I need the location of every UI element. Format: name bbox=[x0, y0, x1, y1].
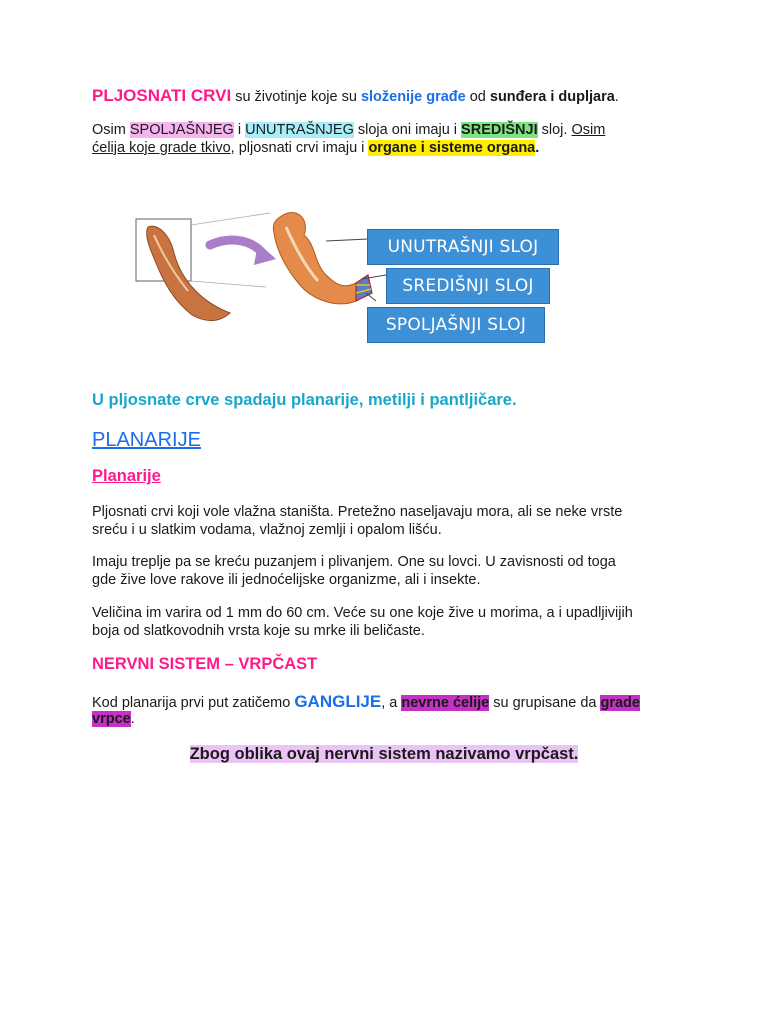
nervous-text: , a bbox=[381, 695, 402, 711]
middle-layer-term: SREDIŠNJI bbox=[461, 122, 538, 138]
layers-text: . bbox=[535, 140, 540, 156]
habitat-line1: Pljosnati crvi koji vole vlažna staništa. Pretežno naseljavaju mora, ali se neke vrste bbox=[92, 504, 623, 520]
size-line1: Veličina im varira od 1 mm do 60 cm. Veće su one koje žive u morima, a i upadljivijih bbox=[92, 605, 633, 621]
ganglia-term: GANGLIJE bbox=[294, 692, 382, 711]
inner-layer-term: UNUTRAŠNJEG bbox=[245, 122, 354, 138]
layers-text: , pljosnati crvi imaju i bbox=[230, 140, 369, 156]
layers-paragraph-line2 bbox=[92, 139, 539, 158]
intro-text: od bbox=[465, 89, 490, 105]
layers-underlined: Osim bbox=[571, 122, 606, 138]
size-line2: boja od slatkovodnih vrsta koje su mrke ili beličaste. bbox=[92, 623, 425, 639]
intro-text: . bbox=[614, 89, 619, 105]
section-heading: PLANARIJE bbox=[92, 429, 201, 451]
nervous-text: . bbox=[130, 711, 135, 727]
layers-text: Osim bbox=[92, 122, 130, 138]
conclusion-line bbox=[0, 745, 768, 764]
organs-term: organe i sisteme organa bbox=[368, 140, 536, 156]
nervous-text: Kod planarija prvi put zatičemo bbox=[92, 695, 295, 711]
cords-term-start: grade bbox=[600, 695, 640, 711]
intro-sponges: sunđera i dupljara bbox=[489, 89, 615, 105]
movement-line2: gde žive love rakove ili jednoćelijske organizme, ali i insekte. bbox=[92, 572, 481, 588]
nervous-line2 bbox=[92, 710, 135, 729]
middle-layer-label: SREDIŠNJI SLOJ bbox=[386, 268, 550, 304]
intro-text: su životinje koje su bbox=[231, 89, 361, 105]
cords-term-end: vrpce bbox=[92, 711, 131, 727]
outer-layer-label: SPOLJAŠNJI SLOJ bbox=[367, 307, 545, 343]
conclusion-text: Zbog oblika ovaj nervni sistem nazivamo vrpčast. bbox=[189, 745, 579, 763]
habitat-line2: sreću i u slatkim vodama, vlažnoj zemlji i opalom lišću. bbox=[92, 522, 442, 538]
intro-complex: složenije građe bbox=[360, 89, 466, 105]
flatworm-layers-figure bbox=[130, 205, 570, 365]
nervous-line1 bbox=[92, 692, 640, 713]
subheading: Planarije bbox=[92, 467, 161, 485]
inner-layer-label: UNUTRAŠNJI SLOJ bbox=[367, 229, 559, 265]
groups-statement: U pljosnate crve spadaju planarije, metilji i pantljičare. bbox=[92, 391, 517, 409]
layers-text: i bbox=[233, 122, 246, 138]
nervous-text: su grupisane da bbox=[489, 695, 601, 711]
layers-text: sloja oni imaju i bbox=[353, 122, 462, 138]
intro-title: PLJOSNATI CRVI bbox=[92, 86, 232, 105]
nervous-heading: NERVNI SISTEM – VRPČAST bbox=[92, 655, 318, 673]
intro-paragraph bbox=[92, 86, 619, 107]
nerve-cells-term: nevrne ćelije bbox=[401, 695, 490, 711]
layers-underlined: ćelija koje grade tkivo bbox=[92, 140, 231, 156]
layers-text: sloj. bbox=[537, 122, 572, 138]
movement-line1: Imaju treplje pa se kreću puzanjem i plivanjem. One su lovci. U zavisnosti od toga bbox=[92, 554, 616, 570]
layers-paragraph-line1 bbox=[92, 121, 605, 140]
outer-layer-term: SPOLJAŠNJEG bbox=[129, 122, 234, 138]
